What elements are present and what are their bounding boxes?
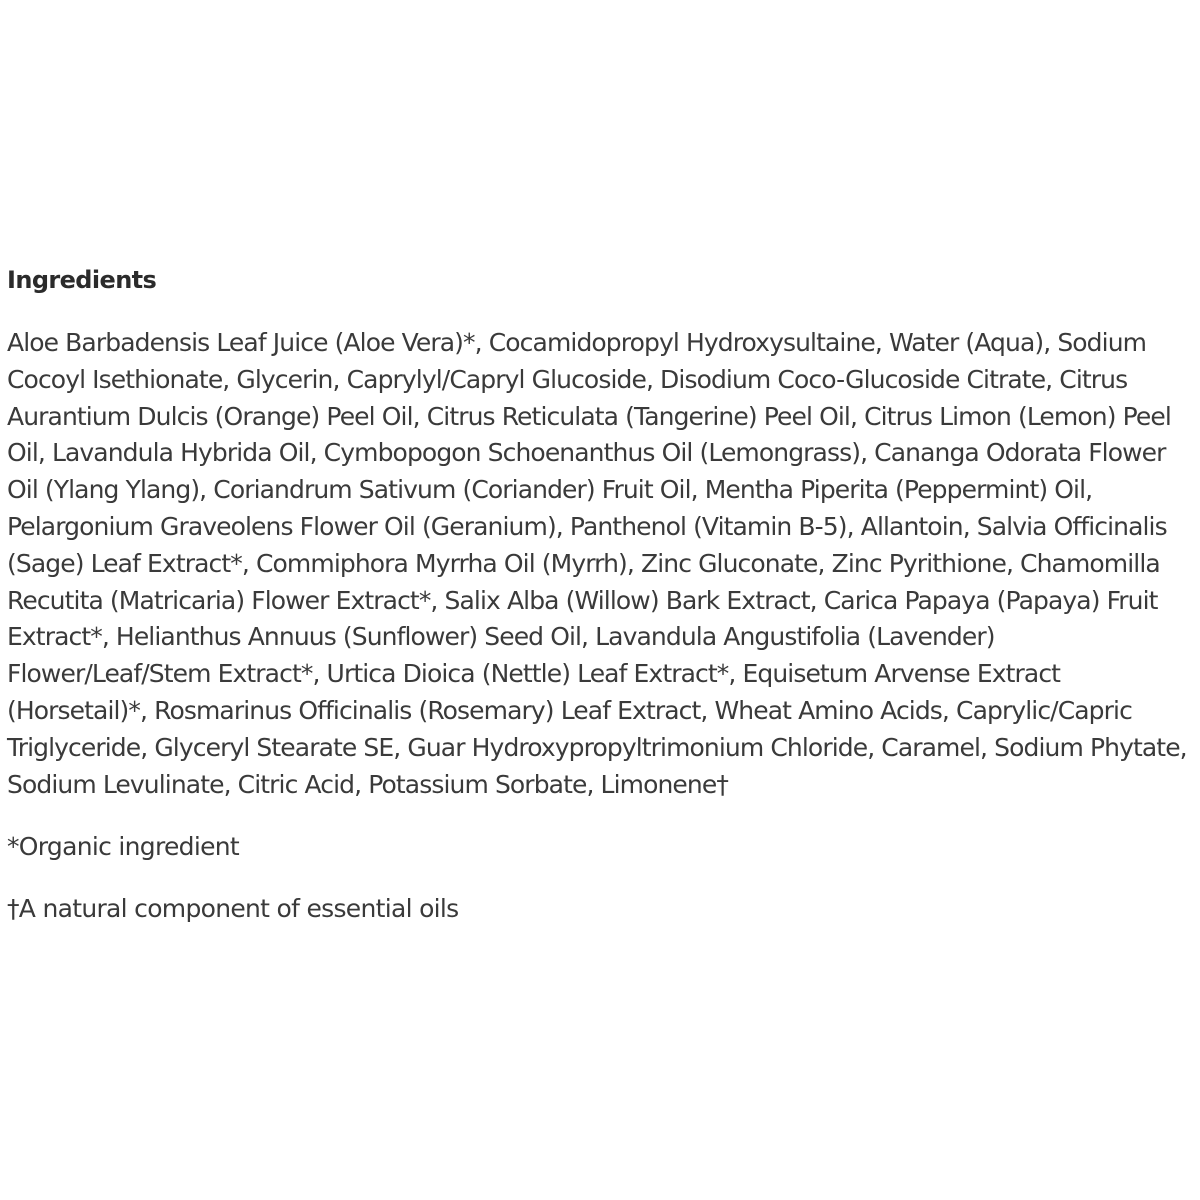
ingredient-line: Pelargonium Graveolens Flower Oil (Geranium), Panthenol (Vitamin B-5), Allantoin, Salvia Officinalis [7, 511, 1167, 541]
ingredient-line: Aurantium Dulcis (Orange) Peel Oil, Citrus Reticulata (Tangerine) Peel Oil, Citrus Limon (Lemon) Peel [7, 401, 1171, 431]
ingredients-heading: Ingredients [7, 266, 157, 294]
ingredient-line: Oil (Ylang Ylang), Coriandrum Sativum (Coriander) Fruit Oil, Mentha Piperita (Peppermint) Oil, [7, 475, 1093, 505]
ingredient-line: Oil, Lavandula Hybrida Oil, Cymbopogon Schoenanthus Oil (Lemongrass), Cananga Odorata Flower [7, 438, 1166, 468]
ingredient-line: Cocoyl Isethionate, Glycerin, Caprylyl/Capryl Glucoside, Disodium Coco-Glucoside Citrate, Citrus [7, 364, 1128, 394]
ingredients-list [7, 325, 1200, 803]
ingredients-section [7, 264, 1200, 927]
ingredient-line: (Sage) Leaf Extract*, Commiphora Myrrha Oil (Myrrh), Zinc Gluconate, Zinc Pyrithione, Chamomilla [7, 548, 1160, 578]
ingredient-line: (Horsetail)*, Rosmarinus Officinalis (Rosemary) Leaf Extract, Wheat Amino Acids, Caprylic/Capric [7, 695, 1132, 725]
ingredient-line: Extract*, Helianthus Annuus (Sunflower) Seed Oil, Lavandula Angustifolia (Lavender) [7, 622, 995, 652]
ingredient-line: Triglyceride, Glyceryl Stearate SE, Guar Hydroxypropyltrimonium Chloride, Caramel, Sodium Phytate, [7, 732, 1187, 762]
ingredient-line: Aloe Barbadensis Leaf Juice (Aloe Vera)*, Cocamidopropyl Hydroxysultaine, Water (Aqua), Sodium [7, 328, 1147, 357]
organic-footnote: *Organic ingredient [7, 832, 240, 862]
ingredient-line: Recutita (Matricaria) Flower Extract*, Salix Alba (Willow) Bark Extract, Carica Papaya (Papaya) Fruit [7, 585, 1158, 615]
ingredient-line: Sodium Levulinate, Citric Acid, Potassium Sorbate, Limonene† [7, 769, 728, 799]
ingredient-line: Flower/Leaf/Stem Extract*, Urtica Dioica (Nettle) Leaf Extract*, Equisetum Arvense Extract [7, 659, 1061, 689]
natural-component-footnote: †A natural component of essential oils [7, 894, 459, 924]
